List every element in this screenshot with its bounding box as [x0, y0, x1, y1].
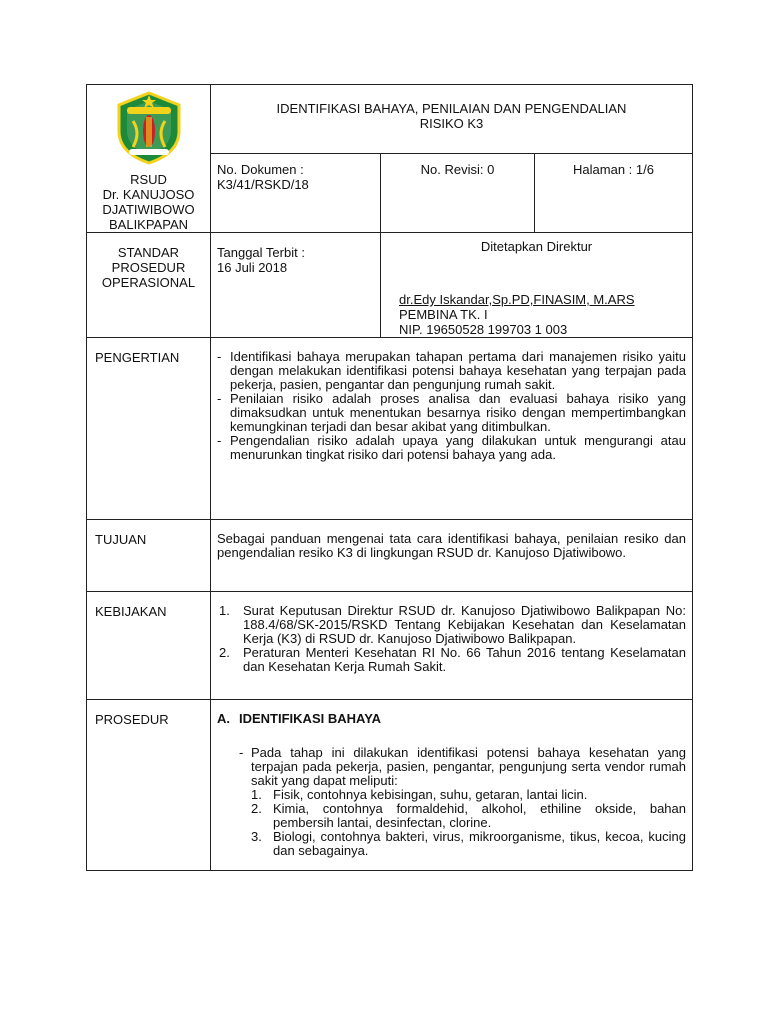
document-number-cell	[211, 154, 381, 233]
issue-date-value: 16 Juli 2018	[217, 260, 288, 275]
procedure-heading-number: A.	[217, 711, 230, 726]
list-item: - Pada tahap ini dilakukan identifikasi potensi bahaya kesehatan yang terpajan pada pekerja, pasien, pengantar, pengunjung serta vendor rumah sakit yang dapat meliputi: 1. Fisik, contohnya kebisingan, suhu, getaran, lantai licin. 2. Kimia, contohnya formaldehid, alkohol, ethiline okside, bahan pembersih lantai, desinfectan, clorine. 3. Biologi, contohnya bakteri, virus, mikroorganisme, tikus, kecoa, kucing dan sebagainya.	[239, 745, 686, 858]
signer-rank: PEMBINA TK. I	[399, 307, 488, 322]
list-item: 2. Peraturan Menteri Kesehatan RI No. 66 Tahun 2016 tentang Keselamatan dan Kesehatan Kerja Rumah Sakit.	[219, 645, 686, 674]
hospital-line: DJATIWIBOWO	[102, 202, 195, 217]
section-label-prosedur: PROSEDUR	[87, 700, 211, 871]
section-label-tujuan: TUJUAN	[87, 520, 211, 592]
approval-cell	[381, 233, 693, 338]
sop-type-cell	[87, 233, 211, 338]
policy-list	[217, 604, 686, 674]
signer-nip: NIP. 19650528 199703 1 003	[399, 322, 568, 337]
issue-date-cell	[211, 233, 381, 338]
section-content-tujuan: Sebagai panduan mengenai tata cara identifikasi bahaya, penilaian resiko dan pengendalian resiko K3 di lingkungan RSUD dr. Kanujoso Djatiwibowo.	[211, 520, 693, 592]
revision-cell	[381, 154, 535, 233]
issue-date-label: Tanggal Terbit :	[217, 245, 305, 260]
list-item: - Penilaian risiko adalah proses analisa dan evaluasi bahaya risiko yang dimaksudkan untuk menentukan besarnya risiko dengan mempertimbangkan kemungkinan terjadi dan besar akibat yang ditimbulkan.	[217, 391, 686, 434]
crest-icon	[113, 91, 185, 165]
sop-type-line: OPERASIONAL	[101, 275, 196, 290]
list-item: - Identifikasi bahaya merupakan tahapan pertama dari manajemen risiko yaitu dengan melakukan identifikasi potensi bahaya kesehatan yang terpajan pada pekerja, pasien, pengantar dan pengunjung rumah sakit.	[217, 349, 686, 392]
list-item: 1. Surat Keputusan Direktur RSUD dr. Kanujoso Djatiwibowo Balikpapan No: 188.4/68/SK-2015/RSKD Tentang Kebijakan Kesehatan dan Keselamatan Kerja (K3) di RSUD dr. Kanujoso Djatiwibowo Balikpapan.	[219, 603, 686, 646]
document-number-value: K3/41/RSKD/18	[217, 177, 309, 193]
hospital-line: BALIKPAPAN	[109, 217, 188, 232]
procedure-intro: Pada tahap ini dilakukan identifikasi potensi bahaya kesehatan yang terpajan pada pekerja, pasien, pengantar, pengunjung serta vendor rumah sakit yang dapat meliputi:	[251, 745, 686, 788]
procedure-heading-text: IDENTIFIKASI BAHAYA	[239, 711, 382, 726]
hazard-list	[251, 788, 686, 858]
hospital-name	[87, 172, 210, 232]
section-label-pengertian: PENGERTIAN	[87, 338, 211, 520]
hospital-line: RSUD	[130, 172, 167, 187]
procedure-heading	[217, 712, 686, 726]
section-content-prosedur	[211, 700, 693, 871]
document-number-label: No. Dokumen :	[217, 162, 304, 178]
list-item: 2. Kimia, contohnya formaldehid, alkohol, ethiline okside, bahan pembersih lantai, desinfectan, clorine.	[251, 801, 686, 830]
approved-by: Ditetapkan Direktur	[480, 239, 593, 254]
section-content-kebijakan	[211, 592, 693, 700]
definition-list	[217, 350, 686, 462]
section-label-kebijakan: KEBIJAKAN	[87, 592, 211, 700]
list-item: 1. Fisik, contohnya kebisingan, suhu, getaran, lantai licin.	[251, 787, 588, 802]
page-number-cell	[535, 154, 693, 233]
title-line: IDENTIFIKASI BAHAYA, PENILAIAN DAN PENGENDALIAN	[276, 101, 627, 116]
section-content-pengertian	[211, 338, 693, 520]
sop-type-line: STANDAR	[117, 245, 180, 260]
hospital-identity-cell	[87, 85, 211, 233]
title-line: RISIKO K3	[419, 116, 484, 131]
page-number: Halaman : 1/6	[573, 162, 654, 178]
list-item: - Pengendalian risiko adalah upaya yang dilakukan untuk mengurangi atau menurunkan tingkat risiko dari potensi bahaya yang ada.	[217, 433, 686, 462]
document-title	[211, 85, 693, 154]
sop-table	[86, 84, 693, 871]
sop-type-line: PROSEDUR	[111, 260, 186, 275]
procedure-list	[239, 746, 686, 858]
revision-number: No. Revisi: 0	[420, 162, 495, 178]
signer-name: dr.Edy Iskandar,Sp.PD,FINASIM, M.ARS	[399, 292, 635, 307]
hospital-line: Dr. KANUJOSO	[102, 187, 195, 202]
list-item: 3. Biologi, contohnya bakteri, virus, mikroorganisme, tikus, kecoa, kucing dan sebagainya.	[251, 829, 686, 858]
